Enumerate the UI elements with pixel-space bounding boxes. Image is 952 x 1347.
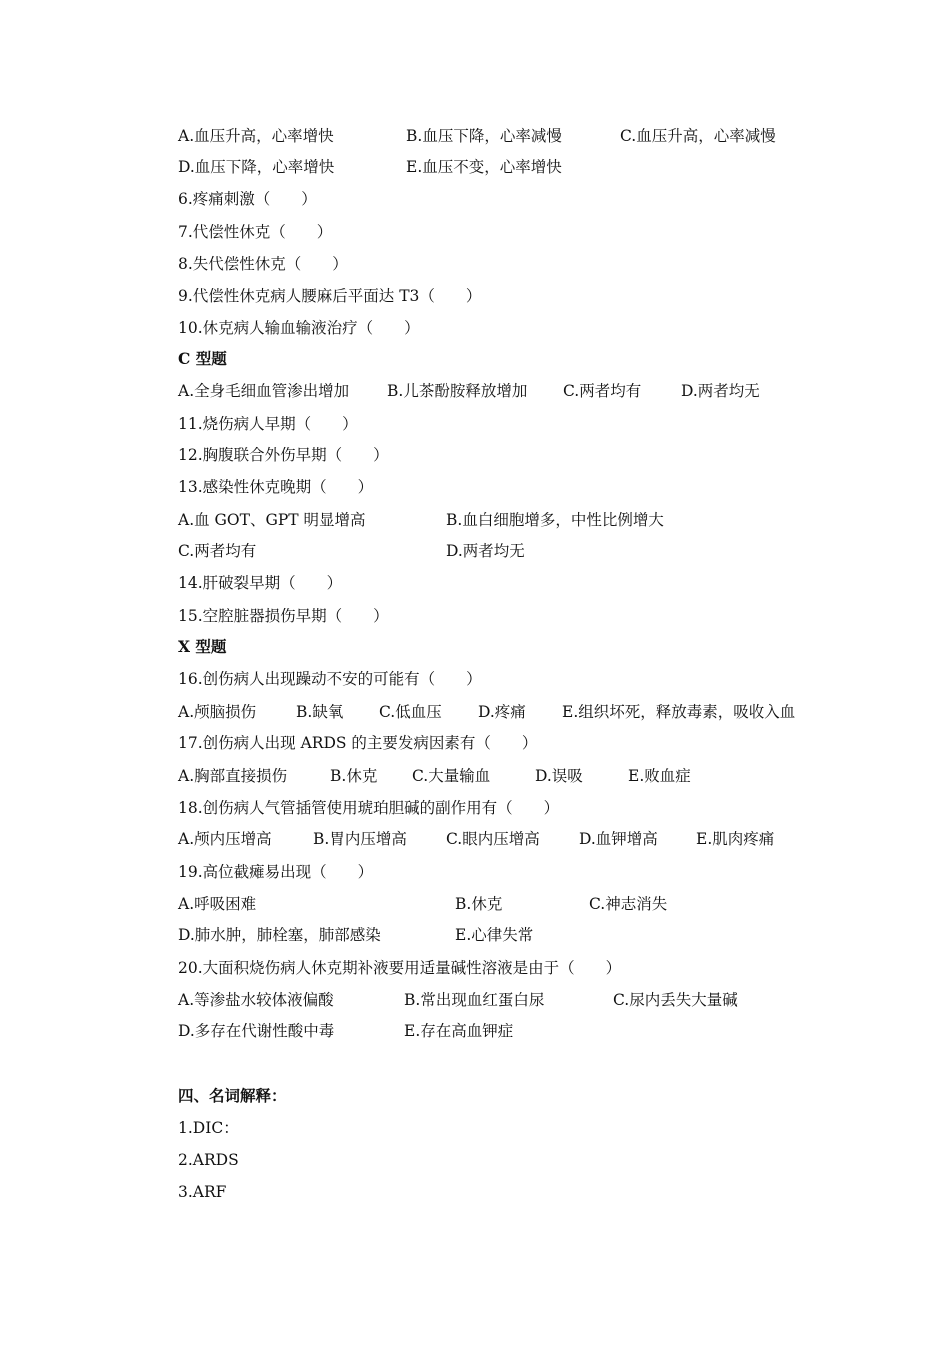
option: B.缺氧 bbox=[296, 703, 344, 721]
question: 12.胸腹联合外伤早期（ ） bbox=[178, 446, 389, 464]
section-heading: 四、名词解释： bbox=[178, 1086, 287, 1105]
option: A.血 GOT、GPT 明显增高 bbox=[178, 511, 366, 529]
option: C.尿内丢失大量碱 bbox=[613, 991, 738, 1009]
option: B.血白细胞增多，中性比例增大 bbox=[446, 511, 664, 529]
option: D.血压下降，心率增快 bbox=[178, 158, 335, 176]
question: 19.高位截瘫易出现（ ） bbox=[178, 863, 374, 881]
option: A.颅内压增高 bbox=[178, 830, 272, 848]
option: A.等渗盐水较体液偏酸 bbox=[178, 991, 334, 1009]
question: 9.代偿性休克病人腰麻后平面达 T3（ ） bbox=[178, 287, 482, 305]
option: A.全身毛细血管渗出增加 bbox=[178, 382, 350, 400]
option: A.血压升高，心率增快 bbox=[178, 127, 334, 145]
option: A.呼吸困难 bbox=[178, 895, 257, 913]
question: 6.疼痛刺激（ ） bbox=[178, 190, 317, 208]
option: D.两者均无 bbox=[446, 542, 525, 560]
question: 15.空腔脏器损伤早期（ ） bbox=[178, 607, 389, 625]
section-heading: C 型题 bbox=[178, 349, 227, 368]
option: D.肺水肿，肺栓塞，肺部感染 bbox=[178, 926, 381, 944]
option: D.两者均无 bbox=[681, 382, 760, 400]
option: D.误吸 bbox=[535, 767, 583, 785]
question: 11.烧伤病人早期（ ） bbox=[178, 415, 358, 433]
option: E.肌肉疼痛 bbox=[696, 830, 775, 848]
question: 20.大面积烧伤病人休克期补液要用适量碱性溶液是由于（ ） bbox=[178, 959, 622, 977]
option: C.神志消失 bbox=[589, 895, 668, 913]
option: E.败血症 bbox=[628, 767, 691, 785]
option: E.血压不变，心率增快 bbox=[406, 158, 562, 176]
option: D.疼痛 bbox=[478, 703, 526, 721]
option: A.颅脑损伤 bbox=[178, 703, 257, 721]
option: C.大量输血 bbox=[412, 767, 491, 785]
option: C.两者均有 bbox=[563, 382, 642, 400]
question: 18.创伤病人气管插管使用琥珀胆碱的副作用有（ ） bbox=[178, 799, 560, 817]
option: C.血压升高，心率减慢 bbox=[620, 127, 776, 145]
question: 16.创伤病人出现躁动不安的可能有（ ） bbox=[178, 670, 482, 688]
term-item: 1.DIC： bbox=[178, 1119, 239, 1137]
question: 17.创伤病人出现 ARDS 的主要发病因素有（ ） bbox=[178, 734, 538, 752]
option: B.休克 bbox=[455, 895, 503, 913]
option: A.胸部直接损伤 bbox=[178, 767, 288, 785]
option: B.血压下降，心率减慢 bbox=[406, 127, 562, 145]
question: 10.休克病人输血输液治疗（ ） bbox=[178, 319, 420, 337]
section-heading: X 型题 bbox=[178, 637, 227, 656]
option: D.血钾增高 bbox=[579, 830, 658, 848]
option: B.胃内压增高 bbox=[313, 830, 407, 848]
option: B.儿茶酚胺释放增加 bbox=[387, 382, 528, 400]
option: E.心律失常 bbox=[455, 926, 534, 944]
option: E.存在高血钾症 bbox=[404, 1022, 514, 1040]
term-item: 2.ARDS bbox=[178, 1151, 239, 1169]
question: 7.代偿性休克（ ） bbox=[178, 223, 333, 241]
question: 14.肝破裂早期（ ） bbox=[178, 574, 343, 592]
option: C.低血压 bbox=[379, 703, 442, 721]
option: E.组织坏死，释放毒素，吸收入血 bbox=[562, 703, 796, 721]
option: D.多存在代谢性酸中毒 bbox=[178, 1022, 335, 1040]
question: 13.感染性休克晚期（ ） bbox=[178, 478, 374, 496]
term-item: 3.ARF bbox=[178, 1183, 227, 1201]
option: C.眼内压增高 bbox=[446, 830, 540, 848]
option: C.两者均有 bbox=[178, 542, 257, 560]
option: B.常出现血红蛋白尿 bbox=[404, 991, 545, 1009]
question: 8.失代偿性休克（ ） bbox=[178, 255, 348, 273]
option: B.休克 bbox=[330, 767, 378, 785]
